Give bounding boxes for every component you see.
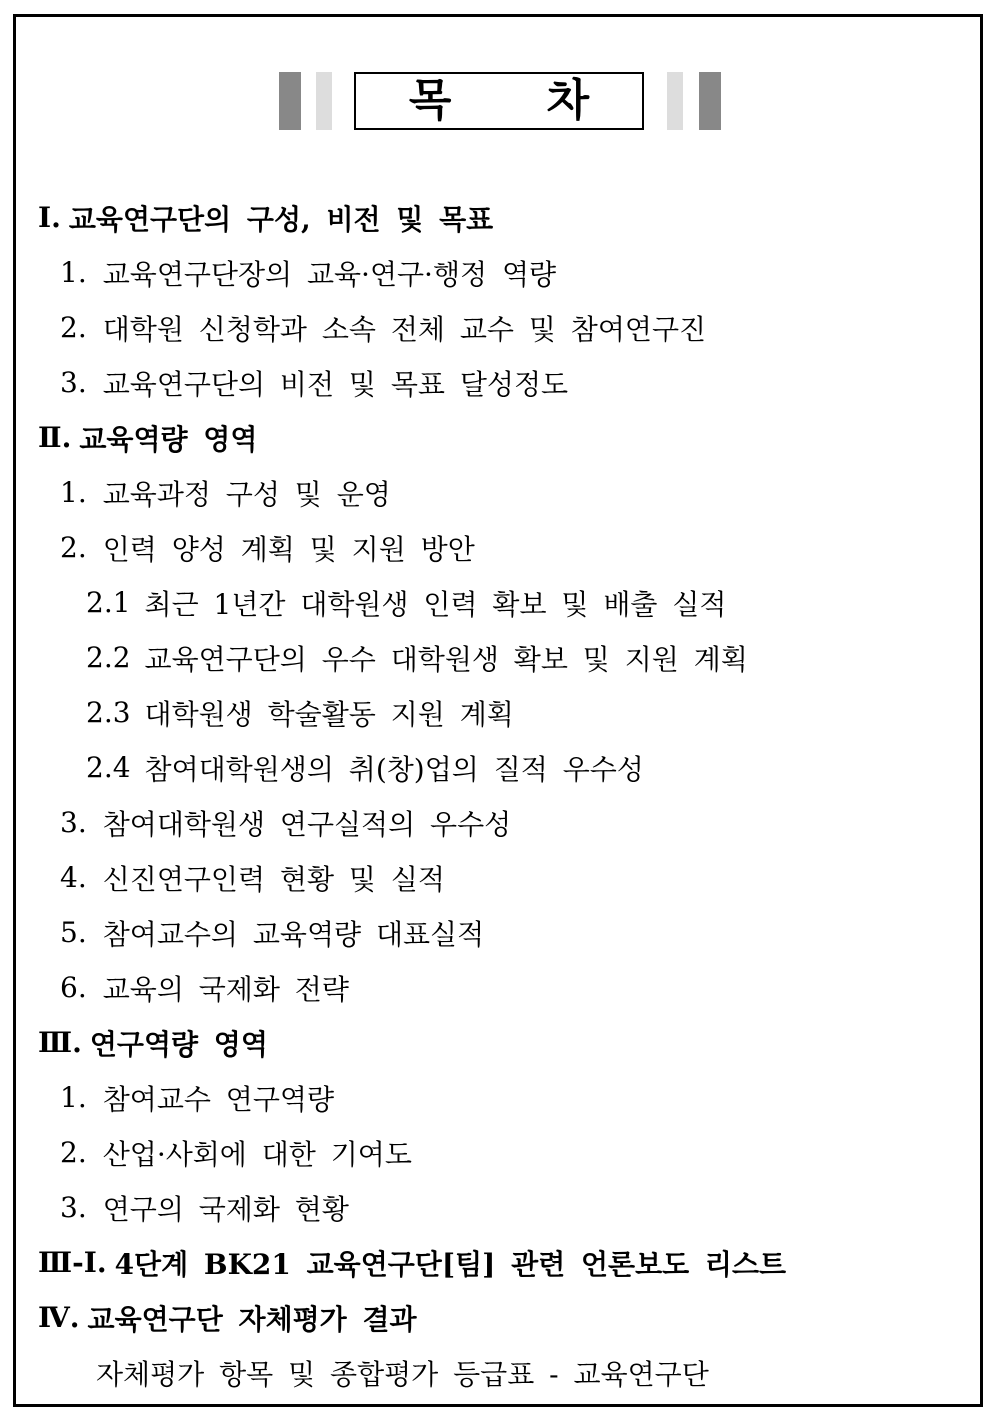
toc-entry-label: 자체평가 항목 및 종합평가 등급표 - 교육연구단	[96, 1357, 709, 1391]
toc-entry-number: Ⅲ-Ⅰ.	[38, 1246, 107, 1279]
toc-entry-number: 2.2	[86, 641, 131, 674]
toc-entry	[0, 960, 1000, 1015]
toc-entry-number: Ⅳ.	[38, 1301, 80, 1334]
toc-entry-number: 3.	[60, 366, 87, 399]
toc-entry-label: 참여교수의 교육역량 대표실적	[102, 917, 485, 951]
toc-entry-number: 3.	[60, 1191, 87, 1224]
toc-entry	[0, 795, 1000, 850]
toc-entry	[0, 1345, 1000, 1400]
toc-entry-label: 4단계 BK21 교육연구단[팀] 관련 언론보도 리스트	[114, 1247, 787, 1281]
toc-entry	[0, 410, 1000, 465]
toc-entry-label: 대학원 신청학과 소속 전체 교수 및 참여연구진	[102, 312, 707, 346]
toc-entry-label: 교육연구단 자체평가 결과	[87, 1302, 417, 1336]
toc-entry	[0, 850, 1000, 905]
toc-entry-number: 2.	[60, 1136, 87, 1169]
toc-entry-label: 교육연구단의 우수 대학원생 확보 및 지원 계획	[144, 642, 748, 676]
toc-entry-number: Ⅱ.	[38, 421, 72, 454]
toc-entry-label: 참여교수 연구역량	[102, 1082, 335, 1116]
toc-entry-label: 교육의 국제화 전략	[102, 972, 349, 1006]
toc-entry-label: 교육역량 영역	[79, 422, 258, 456]
toc-entry-label: 연구역량 영역	[89, 1027, 268, 1061]
page-title: 목 차	[408, 75, 630, 126]
toc-entry-number: 2.	[60, 531, 87, 564]
toc-entry-label: 대학원생 학술활동 지원 계획	[144, 697, 514, 731]
toc-entry	[0, 740, 1000, 795]
table-of-contents	[0, 190, 1000, 1400]
toc-entry	[0, 190, 1000, 245]
toc-entry-number: 2.4	[86, 751, 131, 784]
toc-entry-number: 6.	[60, 971, 87, 1004]
toc-entry	[0, 520, 1000, 575]
toc-entry-number: Ⅰ.	[38, 201, 61, 234]
toc-entry	[0, 1290, 1000, 1345]
toc-entry-number: 2.1	[86, 586, 131, 619]
toc-entry-number: 1.	[60, 1081, 87, 1114]
toc-entry	[0, 575, 1000, 630]
title-bar-right-dark	[699, 72, 721, 130]
toc-entry-label: 산업·사회에 대한 기여도	[102, 1137, 412, 1171]
toc-entry-number: 2.	[60, 311, 87, 344]
toc-entry-label: 교육연구단장의 교육·연구·행정 역량	[102, 257, 557, 291]
toc-entry	[0, 1125, 1000, 1180]
toc-entry-label: 참여대학원생 연구실적의 우수성	[102, 807, 512, 841]
toc-entry	[0, 465, 1000, 520]
title-bar-right-light	[667, 72, 683, 130]
toc-entry-label: 교육연구단의 구성, 비전 및 목표	[68, 202, 494, 236]
toc-entry	[0, 245, 1000, 300]
toc-entry	[0, 1180, 1000, 1235]
toc-entry-number: 4.	[60, 861, 87, 894]
title-bar-left-dark	[279, 72, 301, 130]
title-banner	[0, 56, 1000, 136]
toc-entry-number: Ⅲ.	[38, 1026, 82, 1059]
toc-entry	[0, 905, 1000, 960]
toc-entry-number: 5.	[60, 916, 87, 949]
toc-entry-label: 최근 1년간 대학원생 인력 확보 및 배출 실적	[144, 587, 727, 621]
toc-entry	[0, 355, 1000, 410]
toc-entry	[0, 1070, 1000, 1125]
toc-entry-number: 1.	[60, 476, 87, 509]
toc-entry	[0, 1235, 1000, 1290]
toc-entry	[0, 685, 1000, 740]
toc-entry-label: 인력 양성 계획 및 지원 방안	[102, 532, 475, 566]
toc-entry	[0, 300, 1000, 355]
toc-entry	[0, 1015, 1000, 1070]
toc-entry-number: 2.3	[86, 696, 131, 729]
toc-entry	[0, 630, 1000, 685]
toc-entry-label: 연구의 국제화 현황	[102, 1192, 349, 1226]
toc-entry-label: 교육연구단의 비전 및 목표 달성정도	[102, 367, 569, 401]
toc-entry-label: 교육과정 구성 및 운영	[102, 477, 391, 511]
toc-entry-label: 참여대학원생의 취(창)업의 질적 우수성	[144, 752, 644, 786]
toc-entry-number: 1.	[60, 256, 87, 289]
toc-entry-label: 신진연구인력 현황 및 실적	[102, 862, 445, 896]
toc-entry-number: 3.	[60, 806, 87, 839]
title-bar-left-light	[316, 72, 332, 130]
title-box	[354, 72, 644, 130]
